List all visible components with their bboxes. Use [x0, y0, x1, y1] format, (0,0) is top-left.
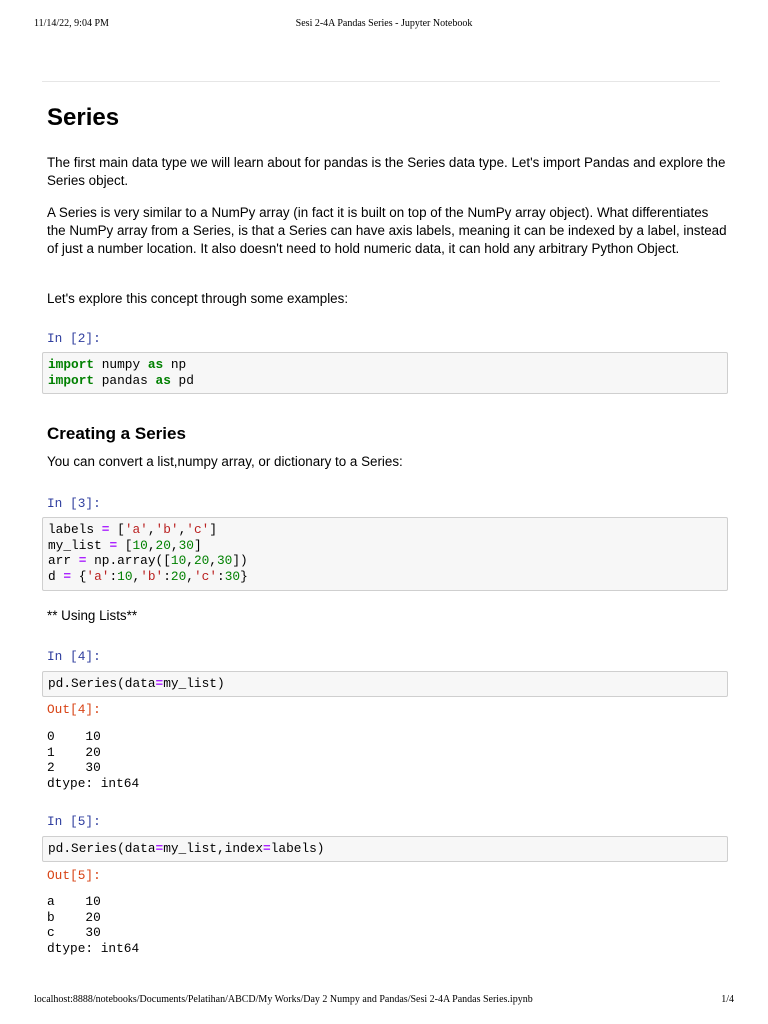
using-lists-note	[47, 607, 727, 625]
intro-text-1: The first main data type we will learn about for pandas is the Series data type. Let's import Pandas and explore the Series object.	[47, 155, 726, 188]
code-token: pandas	[94, 372, 156, 388]
output-cell-5: a 10 b 20 c 30 dtype: int64	[47, 894, 140, 956]
string-literal: 'a'	[124, 522, 148, 537]
input-prompt-5: In [5]:	[47, 814, 101, 829]
input-prompt-4: In [4]:	[47, 649, 101, 664]
number-literal: 20	[193, 553, 210, 569]
operator: =	[101, 522, 110, 537]
notebook-heading: Series	[47, 104, 120, 131]
keyword: as	[155, 372, 171, 388]
code-token: np	[163, 357, 187, 372]
code-token: pd.Series(data	[48, 841, 156, 856]
operator: =	[155, 676, 164, 691]
code-token: my_list)	[163, 676, 225, 691]
operator: =	[155, 841, 164, 856]
code-cell-2[interactable]	[42, 352, 728, 394]
number-literal: 20	[155, 537, 171, 553]
string-literal: 'b'	[155, 522, 179, 537]
section-heading: Creating a Series	[47, 424, 186, 443]
code-token: labels)	[270, 841, 325, 856]
operator: =	[263, 841, 271, 856]
keyword: as	[147, 357, 164, 372]
keyword: import	[48, 372, 95, 388]
print-url: localhost:8888/notebooks/Documents/Pelatihan/ABCD/My Works/Day 2 Numpy and Pandas/Sesi 2-4A Pandas Series.ipynb	[34, 994, 533, 1005]
print-header	[0, 18, 768, 32]
number-literal: 10	[132, 537, 148, 553]
code-cell-5[interactable]	[42, 836, 728, 862]
intro-paragraph-3	[47, 290, 727, 308]
keyword: import	[48, 357, 95, 372]
intro-text-3: Let's explore this concept through some examples:	[47, 291, 349, 306]
number-literal: 30	[216, 553, 233, 569]
code-token: arr	[48, 553, 79, 569]
operator: =	[109, 537, 118, 553]
string-literal: 'c'	[193, 568, 218, 584]
cell-divider	[42, 81, 720, 82]
string-literal: 'c'	[186, 522, 210, 537]
number-literal: 30	[224, 568, 241, 584]
print-title: Sesi 2-4A Pandas Series - Jupyter Notebook	[295, 18, 473, 29]
print-datetime: 11/14/22, 9:04 PM	[34, 18, 109, 29]
print-page-number: 1/4	[721, 994, 734, 1005]
code-token: my_list,index	[163, 841, 264, 856]
operator: =	[78, 553, 87, 569]
output-cell-4: 0 10 1 20 2 30 dtype: int64	[47, 729, 140, 791]
input-prompt-2: In [2]:	[47, 331, 101, 346]
number-literal: 10	[170, 553, 187, 569]
input-prompt-3: In [3]:	[47, 496, 101, 511]
using-lists-text: ** Using Lists**	[47, 608, 138, 623]
operator: =	[63, 568, 72, 584]
code-token: pd.Series(data	[48, 676, 156, 691]
output-prompt-5: Out[5]:	[47, 868, 101, 883]
code-token: labels	[48, 522, 102, 537]
print-footer	[0, 994, 768, 1008]
code-token: np.array([	[86, 553, 171, 569]
code-token: pd	[170, 372, 194, 388]
intro-paragraph-1	[47, 154, 727, 190]
intro-text-2: A Series is very similar to a NumPy array (in fact it is built on top of the NumPy array object). What differentiates the NumPy array from a Series, is that a Series can have axis labels, meaning it can be indexed by a label, instead of just a number location. It also doesn't need to hold numeric data, it can hold any arbitrary Python Object.	[47, 205, 727, 256]
code-token: d	[48, 568, 64, 584]
code-token: my_list	[48, 537, 110, 553]
intro-paragraph-2	[47, 204, 727, 258]
code-cell-4[interactable]	[42, 671, 728, 697]
code-cell-3[interactable]: labels = ['a','b','c'] my_list = [10,20,30] arr = np.array([10,20,30]) d = {'a':10,'b':20,'c':30}	[42, 517, 728, 591]
code-token: numpy	[94, 357, 148, 372]
number-literal: 30	[178, 537, 194, 553]
string-literal: 'b'	[140, 568, 164, 584]
number-literal: 10	[117, 568, 133, 584]
number-literal: 20	[170, 568, 187, 584]
section-text-line: You can convert a list,numpy array, or dictionary to a Series:	[47, 454, 403, 469]
string-literal: 'a'	[86, 568, 110, 584]
section-text	[47, 453, 727, 471]
output-prompt-4: Out[4]:	[47, 702, 101, 717]
